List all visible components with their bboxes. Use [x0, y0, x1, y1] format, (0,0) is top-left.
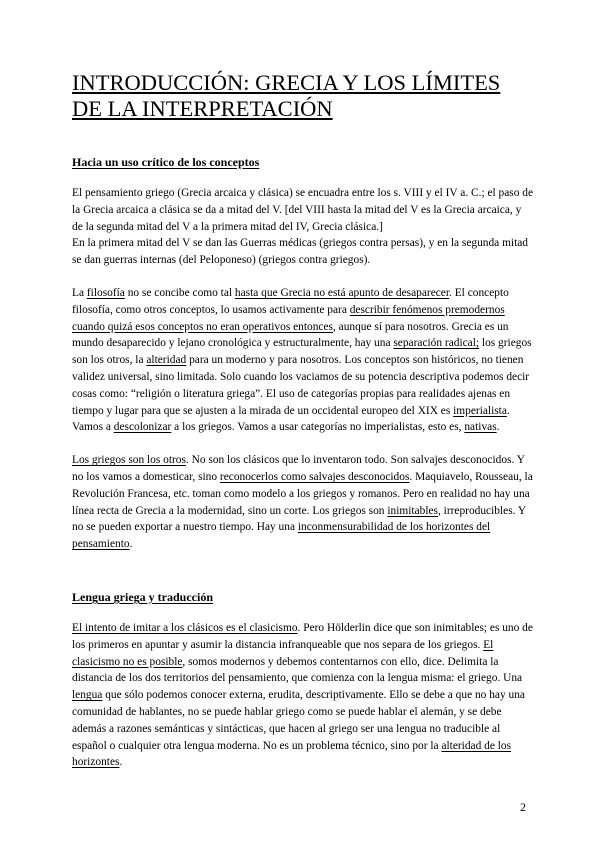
text-run: que sólo podemos conocer externa, erudita, descriptivamente. Ello se debe a que no hay una comunidad de hablantes, no se puede hablar griego como se puede hablar el alemán, y se debe además a razones semánticas y sintácticas, que hacen al griego ser una lengua no traducible al español o cualquier otra lengua moderna. No es un problema técnico, sino por la: [72, 689, 525, 752]
underlined-text: inimitables: [387, 504, 438, 517]
text-run: En la primera mitad del V se dan las Guerras médicas (griegos contra persas), y en la segunda mitad se dan guerras internas (del Peloponeso) (griegos contra griegos).: [72, 237, 529, 267]
text-run: . Pero Hölderlin dice que son inimitables; es uno de los primeros en apuntar y asumir la distancia infranqueable que nos separa de los griegos.: [72, 621, 533, 651]
underlined-text: descolonizar: [113, 421, 172, 434]
underlined-text: nativas: [464, 421, 497, 434]
page-content: [72, 70, 534, 771]
underlined-text: reconocerlos como salvajes desconocidos: [219, 470, 410, 483]
text-run: .: [119, 756, 123, 769]
text-run: . No son los clásicos que lo inventaron todo. Son salvajes desconocidos. Y no los vamos a domesticar, sino: [72, 454, 525, 483]
underlined-text: describir fenómenos premodernos cuando quizá esos conceptos no eran operativos entonces: [72, 303, 505, 333]
section-heading-conceptos: Hacia un uso crítico de los conceptos: [72, 155, 260, 169]
underlined-text: El intento de imitar a los clásicos es el clasicismo: [72, 621, 298, 634]
text-run: . Vamos a: [72, 404, 510, 434]
text-run: . El concepto filosofía, como otros conceptos, lo usamos activamente para: [72, 286, 509, 316]
underlined-text: lengua: [72, 689, 103, 702]
paragraph: [72, 620, 534, 771]
underlined-text: alteridad de los horizontes: [72, 739, 512, 769]
underlined-text: El clasicismo no es posible: [72, 638, 494, 668]
underlined-text: Los griegos son los otros: [72, 454, 186, 467]
text-run: .: [129, 538, 133, 551]
text-run: para un moderno y para nosotros. Los conceptos son históricos, no tienen validez universal, sino limitada. Solo cuando los vaciamos de su potencia descriptiva podemos decir cosas como: “religión o literatura griega”. El uso de categorías propias para realidades ajenas en tiempo y lugar para que se ajusten a la mirada de un occidental europeo del XIX es: [72, 354, 530, 417]
underlined-text: inconmensurabilidad de los horizontes del pensamiento: [72, 521, 491, 551]
paragraph: [72, 452, 534, 553]
text-run: no se concibe como tal: [124, 286, 235, 299]
underlined-text: alteridad: [146, 354, 187, 367]
underlined-text: hasta que Grecia no está apunto de desaparecer: [234, 286, 450, 299]
text-run: a los griegos. Vamos a usar categorías no imperialistas, esto es,: [171, 421, 465, 434]
underlined-text: imperialista: [453, 404, 507, 417]
text-run: los griegos son los otros, la: [72, 337, 532, 367]
paragraph: [72, 185, 534, 269]
underlined-text: filosofía: [86, 286, 125, 299]
text-run: , irreproducibles. Y no se pueden exportar a nuestro tiempo. Hay una: [72, 504, 526, 534]
section-heading-lengua: Lengua griega y traducción: [72, 589, 213, 604]
paragraph: [72, 285, 534, 436]
text-run: . Maquiavelo, Rousseau, la Revolución Francesa, etc. toman como modelo a los griegos y romanos. Pero en realidad no hay una línea recta de Grecia a la modernidad, sino un corte. Los griegos son: [72, 470, 533, 517]
underlined-text: separación radical;: [393, 337, 480, 350]
text-run: , somos modernos y debemos contentarnos con ello, dice. Delimita la distancia de los dos territorios del pensamiento, que comienza con la lengua misma: el griego. Una: [72, 655, 523, 685]
document-title: INTRODUCCIÓN: GRECIA Y LOS LÍMITES DE LA INTERPRETACIÓN: [72, 70, 501, 121]
text-run: El pensamiento griego (Grecia arcaica y clásica) se encuadra entre los s. VIII y el IV a. C.; el paso de la Grecia arcaica a clásica se da a mitad del V. [del VIII hasta la mitad del V es la Grecia arcaica, y de la segunda mitad del V a la primera mitad del IV, Grecia clásica.]: [72, 187, 534, 233]
text-run: La: [72, 286, 87, 299]
page-number: 2: [520, 800, 526, 814]
text-run: .: [496, 421, 500, 434]
text-run: , aunque sí para nosotros. Grecia es un mundo desaparecido y lejano cronológica y estructuralmente, hay una: [72, 320, 509, 350]
